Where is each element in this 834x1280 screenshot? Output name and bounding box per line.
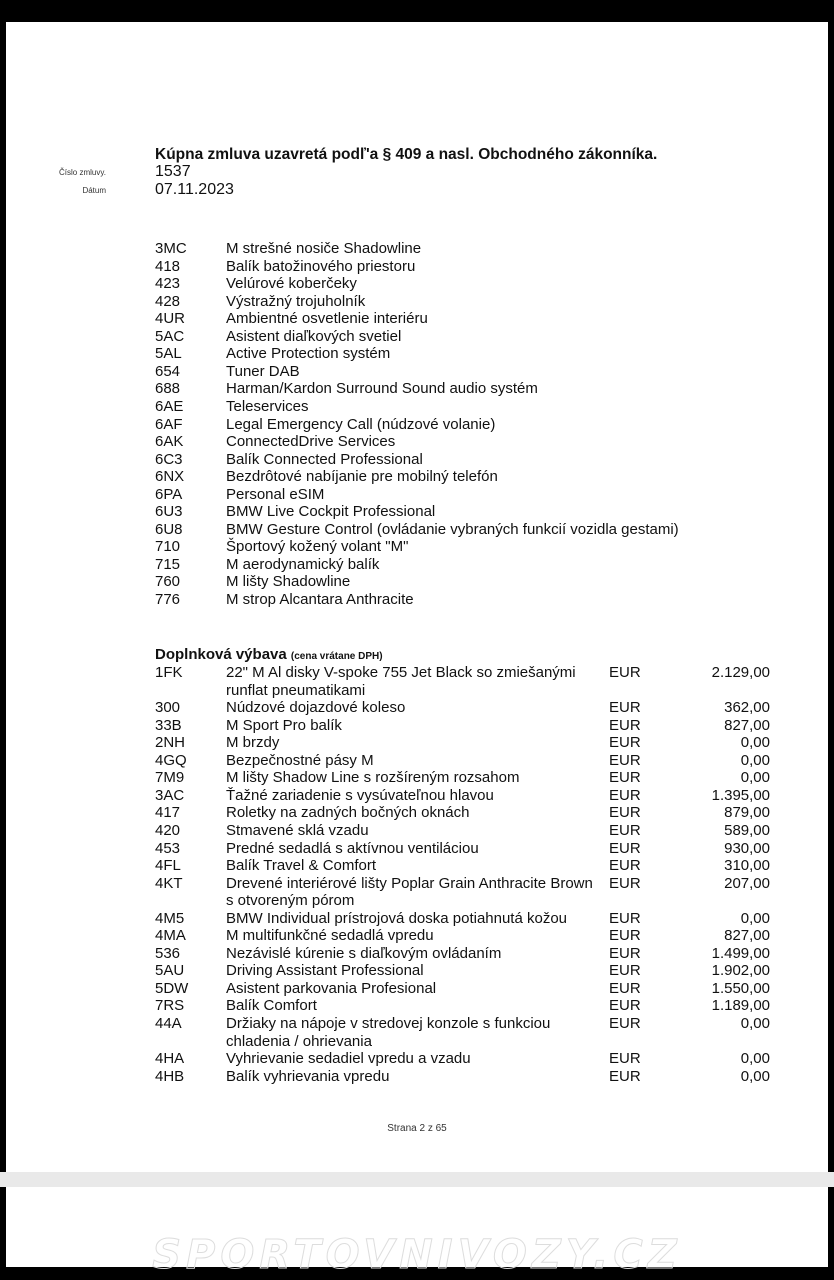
equipment-description: Legal Emergency Call (núdzové volanie) bbox=[226, 415, 496, 433]
equipment-code: 428 bbox=[155, 292, 181, 310]
equipment-description: M strop Alcantara Anthracite bbox=[226, 591, 414, 608]
equipment-description: Harman/Kardon Surround Sound audio systém bbox=[226, 380, 538, 398]
equipment-description: Ambientné osvetlenie interiéru bbox=[226, 310, 428, 328]
equipment-code: 423 bbox=[155, 275, 181, 293]
optional-equipment-heading bbox=[155, 646, 383, 663]
equipment-code: 6AF bbox=[155, 415, 183, 433]
price: 0,00 bbox=[740, 1067, 770, 1085]
equipment-code: 3MC bbox=[155, 240, 187, 257]
equipment-description: Nezávislé kúrenie s diaľkovým ovládaním bbox=[226, 944, 502, 962]
currency: EUR bbox=[609, 927, 641, 945]
equipment-code: 5DW bbox=[155, 979, 189, 997]
equipment-description: Personal eSIM bbox=[226, 485, 325, 503]
equipment-description: Výstražný trojuholník bbox=[226, 292, 366, 310]
watermark: SPORTOVNIVOZY.CZ bbox=[152, 1232, 682, 1278]
currency: EUR bbox=[609, 1015, 641, 1032]
equipment-code: 5AL bbox=[155, 345, 182, 363]
price: 0,00 bbox=[740, 909, 770, 927]
equipment-code: 6U3 bbox=[155, 503, 183, 521]
currency: EUR bbox=[609, 962, 641, 980]
equipment-description: Tuner DAB bbox=[226, 362, 300, 380]
currency: EUR bbox=[609, 979, 641, 997]
currency: EUR bbox=[609, 1067, 641, 1085]
equipment-code: 6AE bbox=[155, 397, 184, 415]
equipment-code: 418 bbox=[155, 257, 181, 275]
equipment-code: 7RS bbox=[155, 997, 185, 1015]
price: 362,00 bbox=[724, 699, 770, 717]
equipment-description: BMW Individual prístrojová doska potiahnutá kožou bbox=[226, 909, 568, 927]
equipment-code: 3AC bbox=[155, 786, 185, 804]
currency: EUR bbox=[609, 874, 641, 892]
price: 827,00 bbox=[724, 927, 770, 945]
equipment-code: 6PA bbox=[155, 485, 183, 503]
price: 1.499,00 bbox=[711, 944, 770, 962]
price: 0,00 bbox=[740, 1050, 770, 1068]
equipment-description: BMW Live Cockpit Professional bbox=[226, 503, 436, 521]
equipment-description: M aerodynamický balík bbox=[226, 555, 380, 573]
equipment-description: Asistent parkovania Profesional bbox=[226, 979, 437, 997]
equipment-code: 6U8 bbox=[155, 520, 183, 538]
equipment-description: M lišty Shadowline bbox=[226, 573, 351, 591]
equipment-description: Driving Assistant Professional bbox=[226, 962, 424, 980]
price: 879,00 bbox=[724, 804, 770, 822]
currency: EUR bbox=[609, 699, 641, 717]
equipment-code: 4FL bbox=[155, 857, 181, 875]
equipment-code: 5AC bbox=[155, 327, 185, 345]
equipment-code: 300 bbox=[155, 699, 181, 717]
equipment-code: 2NH bbox=[155, 734, 186, 752]
equipment-description: Ťažné zariadenie s vysúvateľnou hlavou bbox=[226, 786, 494, 804]
equipment-code: 5AU bbox=[155, 962, 185, 980]
currency: EUR bbox=[609, 909, 641, 927]
currency: EUR bbox=[609, 769, 641, 787]
contract-number: 1537 bbox=[155, 163, 191, 180]
equipment-code: 6C3 bbox=[155, 450, 183, 468]
equipment-description: Vyhrievanie sedadiel vpredu a vzadu bbox=[226, 1050, 471, 1068]
equipment-description: M multifunkčné sedadlá vpredu bbox=[226, 927, 434, 945]
equipment-description: Drevené interiérové lišty Poplar Grain Anthracite Brown s otvoreným pórom bbox=[226, 874, 593, 910]
document-page bbox=[6, 22, 828, 1172]
price: 930,00 bbox=[724, 839, 770, 857]
document-title: Kúpna zmluva uzavretá podľ'a § 409 a nasl. Obchodného zákonníka. bbox=[155, 146, 658, 163]
equipment-code: 453 bbox=[155, 839, 181, 857]
equipment-description: M lišty Shadow Line s rozšíreným rozsahom bbox=[226, 769, 520, 787]
page-gap bbox=[0, 1172, 834, 1187]
equipment-description: Teleservices bbox=[226, 397, 309, 415]
price: 310,00 bbox=[724, 857, 770, 875]
date-label: Dátum bbox=[82, 186, 106, 195]
equipment-description: M brzdy bbox=[226, 734, 280, 752]
equipment-description: Velúrové koberčeky bbox=[226, 275, 357, 293]
currency: EUR bbox=[609, 944, 641, 962]
equipment-description: Bezdrôtové nabíjanie pre mobilný telefón bbox=[226, 468, 498, 486]
price: 589,00 bbox=[724, 821, 770, 839]
equipment-code: 417 bbox=[155, 804, 181, 822]
currency: EUR bbox=[609, 839, 641, 857]
price: 0,00 bbox=[740, 769, 770, 787]
equipment-code: 6NX bbox=[155, 468, 185, 486]
equipment-code: 1FK bbox=[155, 664, 183, 681]
equipment-description: Asistent diaľkových svetiel bbox=[226, 327, 402, 345]
currency: EUR bbox=[609, 997, 641, 1015]
price: 1.902,00 bbox=[711, 962, 770, 980]
equipment-description: Bezpečnostné pásy M bbox=[226, 751, 374, 769]
currency: EUR bbox=[609, 716, 641, 734]
equipment-description: Roletky na zadných bočných oknách bbox=[226, 804, 470, 822]
equipment-code: 44A bbox=[155, 1015, 182, 1032]
equipment-code: 536 bbox=[155, 944, 181, 962]
equipment-code: 6AK bbox=[155, 433, 184, 451]
equipment-code: 760 bbox=[155, 573, 181, 591]
equipment-code: 4MA bbox=[155, 927, 186, 945]
equipment-code: 4HA bbox=[155, 1050, 185, 1068]
currency: EUR bbox=[609, 821, 641, 839]
equipment-code: 688 bbox=[155, 380, 181, 398]
equipment-code: 420 bbox=[155, 821, 181, 839]
price: 0,00 bbox=[740, 734, 770, 752]
currency: EUR bbox=[609, 751, 641, 769]
equipment-code: 710 bbox=[155, 538, 181, 556]
currency: EUR bbox=[609, 804, 641, 822]
currency: EUR bbox=[609, 786, 641, 804]
equipment-description: BMW Gesture Control (ovládanie vybraných funkcií vozidla gestami) bbox=[226, 520, 679, 538]
currency: EUR bbox=[609, 1050, 641, 1068]
optional-equipment-title: Doplnková výbava bbox=[155, 646, 287, 663]
equipment-code: 4HB bbox=[155, 1067, 185, 1085]
date-value: 07.11.2023 bbox=[155, 181, 234, 198]
equipment-code: 4GQ bbox=[155, 751, 187, 769]
price: 0,00 bbox=[740, 751, 770, 769]
price: 0,00 bbox=[740, 1015, 770, 1032]
equipment-code: 715 bbox=[155, 555, 181, 573]
price: 1.189,00 bbox=[711, 997, 770, 1015]
equipment-description: Stmavené sklá vzadu bbox=[226, 821, 369, 839]
equipment-description: Balík Connected Professional bbox=[226, 450, 423, 468]
contract-number-label: Číslo zmluvy. bbox=[59, 168, 106, 177]
equipment-description: Balík Travel & Comfort bbox=[226, 857, 377, 875]
equipment-description: ConnectedDrive Services bbox=[226, 433, 396, 451]
page-number: Strana 2 z 65 bbox=[387, 1123, 447, 1134]
equipment-code: 654 bbox=[155, 362, 181, 380]
price: 2.129,00 bbox=[711, 664, 770, 681]
equipment-description: Balík vyhrievania vpredu bbox=[226, 1067, 390, 1085]
currency: EUR bbox=[609, 664, 641, 681]
equipment-description: 22" M Al disky V-spoke 755 Jet Black so zmiešanými runflat pneumatikami bbox=[226, 664, 576, 699]
price: 827,00 bbox=[724, 716, 770, 734]
equipment-description: Predné sedadlá s aktívnou ventiláciou bbox=[226, 839, 479, 857]
price: 1.395,00 bbox=[711, 786, 770, 804]
price: 1.550,00 bbox=[711, 979, 770, 997]
equipment-code: 33B bbox=[155, 716, 182, 734]
equipment-code: 4UR bbox=[155, 310, 186, 328]
price: 207,00 bbox=[724, 874, 770, 892]
equipment-code: 7M9 bbox=[155, 769, 185, 787]
optional-equipment-subtitle: (cena vrátane DPH) bbox=[290, 651, 383, 662]
currency: EUR bbox=[609, 857, 641, 875]
equipment-description: Športový kožený volant "M" bbox=[226, 538, 409, 556]
equipment-description: Držiaky na nápoje v stredovej konzole s funkciou chladenia / ohrievania bbox=[226, 1015, 551, 1050]
currency: EUR bbox=[609, 734, 641, 752]
equipment-description: M Sport Pro balík bbox=[226, 716, 342, 734]
equipment-description: Núdzové dojazdové koleso bbox=[226, 699, 406, 717]
equipment-code: 4KT bbox=[155, 874, 183, 892]
equipment-description: Active Protection systém bbox=[226, 345, 391, 363]
equipment-code: 776 bbox=[155, 591, 181, 608]
equipment-code: 4M5 bbox=[155, 909, 185, 927]
equipment-description: Balík Comfort bbox=[226, 997, 317, 1015]
equipment-description: M strešné nosiče Shadowline bbox=[226, 240, 422, 257]
equipment-description: Balík batožinového priestoru bbox=[226, 257, 416, 275]
